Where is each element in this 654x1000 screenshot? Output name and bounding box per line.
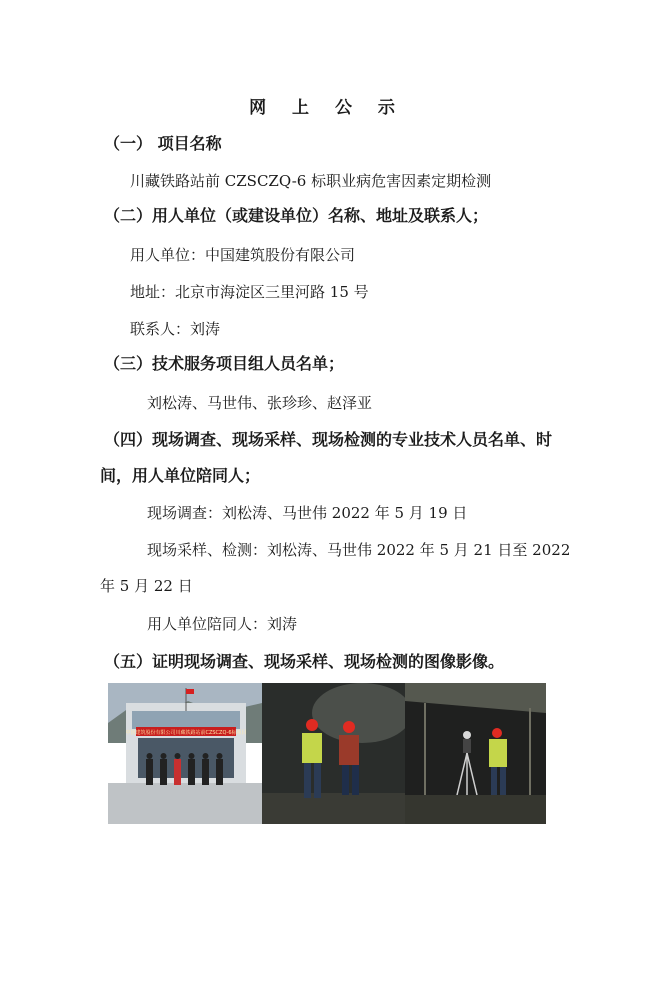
tunnel-survey-photo bbox=[262, 683, 405, 824]
survey-line: 现场调查：刘松涛、马世伟 2022 年 5 月 19 日 bbox=[147, 504, 468, 522]
group-photo bbox=[108, 683, 262, 824]
sampling-line: 现场采样、检测：刘松涛、马世伟 2022 年 5 月 21 日至 2022 bbox=[147, 541, 571, 559]
sampling-line-cont: 年 5 月 22 日 bbox=[100, 577, 193, 595]
section-4-heading-cont: 间，用人单位陪同人； bbox=[100, 466, 261, 485]
employer: 用人单位：中国建筑股份有限公司 bbox=[130, 246, 356, 264]
team-members: 刘松涛、马世伟、张珍珍、赵泽亚 bbox=[147, 394, 373, 412]
section-4-heading: （四）现场调查、现场采样、现场检测的专业技术人员名单、时 bbox=[104, 430, 553, 449]
page-title: 网 上 公 示 bbox=[249, 98, 405, 118]
address: 地址：北京市海淀区三里河路 15 号 bbox=[130, 283, 369, 301]
section-1-heading: （一） 项目名称 bbox=[104, 134, 222, 153]
accompanying-person: 用人单位陪同人：刘涛 bbox=[147, 615, 298, 633]
banner-text: 中国建筑股份有限公司川藏铁路站前CZSCZQ-6标项目 bbox=[125, 730, 247, 736]
tunnel-sampling-photo bbox=[405, 683, 546, 824]
project-name: 川藏铁路站前 CZSCZQ-6 标职业病危害因素定期检测 bbox=[130, 172, 492, 190]
section-3-heading: （三）技术服务项目组人员名单； bbox=[104, 354, 345, 373]
section-2-heading: （二）用人单位（或建设单位）名称、地址及联系人； bbox=[104, 206, 489, 225]
section-5-heading: （五）证明现场调查、现场采样、现场检测的图像影像。 bbox=[104, 652, 505, 671]
contact: 联系人：刘涛 bbox=[130, 320, 221, 338]
